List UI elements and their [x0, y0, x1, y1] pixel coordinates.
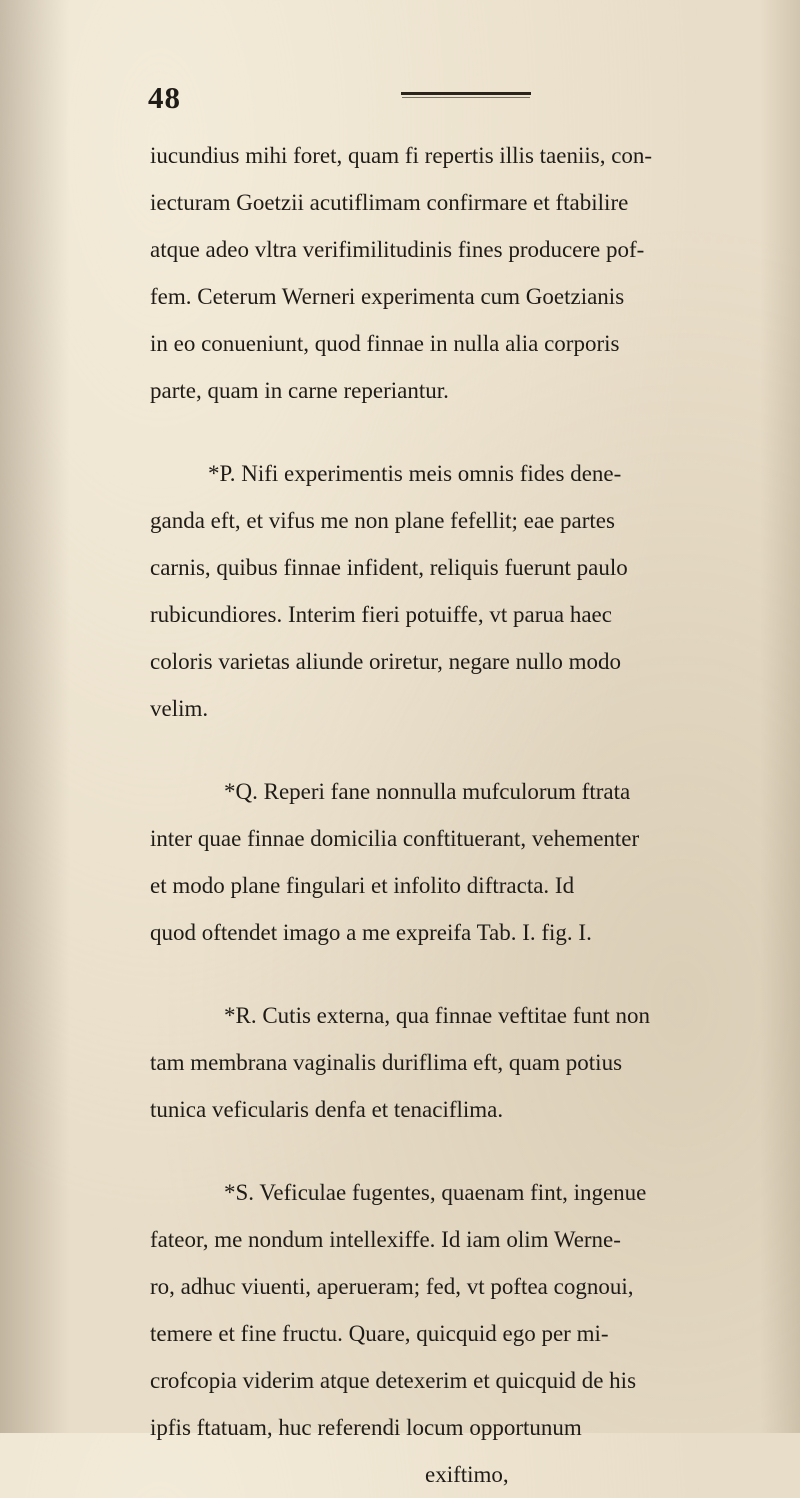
text-line: fateor, me nondum intellexiffe. Id iam olim Werne- [150, 1227, 621, 1252]
text-line: ro, adhuc viuenti, aperueram; fed, vt poftea cognoui, [150, 1274, 634, 1299]
text-line: iecturam Goetzii acutiflimam confirmare et ftabilire [150, 190, 629, 215]
text-line: coloris varietas aliunde oriretur, negare nullo modo [150, 649, 622, 674]
text-line: temere et fine fructu. Quare, quicquid ego per mi- [150, 1321, 609, 1346]
catchword: exiftimo, [425, 1462, 509, 1487]
page-edge-shadow [760, 0, 800, 1433]
paragraph-gap [150, 732, 750, 768]
text-line: *Q. Reperi fane nonnulla mufculorum ftrata [224, 779, 631, 804]
text-line: atque adeo vltra verifimilitudinis fines producere pof- [150, 237, 645, 262]
text-line: ganda eft, et vifus me non plane fefellit; eae partes [150, 508, 615, 533]
paragraph-note-q [150, 768, 750, 956]
text-line: crofcopia viderim atque detexerim et quicquid de his [150, 1368, 637, 1393]
text-line: *P. Nifi experimentis meis omnis fides dene- [208, 461, 622, 486]
text-line: et modo plane fingulari et infolito diftracta. Id [150, 873, 575, 898]
text-line: in eo conueniunt, quod finnae in nulla alia corporis [150, 331, 620, 356]
text-line: tam membrana vaginalis duriflima eft, quam potius [150, 1050, 623, 1075]
text-line: ipfis ftatuam, huc referendi locum opportunum [150, 1415, 582, 1440]
gutter-shadow [0, 0, 70, 1433]
paragraph-note-p [150, 450, 750, 732]
paragraph-gap [150, 1133, 750, 1169]
text-line: *R. Cutis externa, qua finnae veftitae funt non [224, 1003, 651, 1028]
text-line: inter quae finnae domicilia conftituerant, vehementer [150, 826, 640, 851]
paragraph-note-s [150, 1169, 750, 1498]
text-line: rubicundiores. Interim fieri potuiffe, vt parua haec [150, 602, 612, 627]
paragraph-gap [150, 414, 750, 450]
text-line: parte, quam in carne reperiantur. [150, 378, 449, 403]
text-line: velim. [150, 696, 209, 721]
header-rule [401, 92, 531, 95]
page-number: 48 [148, 80, 181, 115]
text-line: carnis, quibus finnae infident, reliquis fuerunt paulo [150, 555, 628, 580]
text-line: *S. Veficulae fugentes, quaenam fint, ingenue [224, 1180, 647, 1205]
text-line: tunica veficularis denfa et tenaciflima. [150, 1097, 504, 1122]
paragraph-note-r [150, 992, 750, 1133]
paragraph-gap [150, 956, 750, 992]
page-header [148, 80, 708, 124]
text-line: fem. Ceterum Werneri experimenta cum Goetzianis [150, 284, 625, 309]
body-text [150, 132, 750, 1498]
paragraph-continuation [150, 132, 750, 414]
text-line: iucundius mihi foret, quam fi repertis illis taeniis, con- [150, 143, 653, 168]
text-line: quod oftendet imago a me expreifa Tab. I. fig. I. [150, 920, 592, 945]
